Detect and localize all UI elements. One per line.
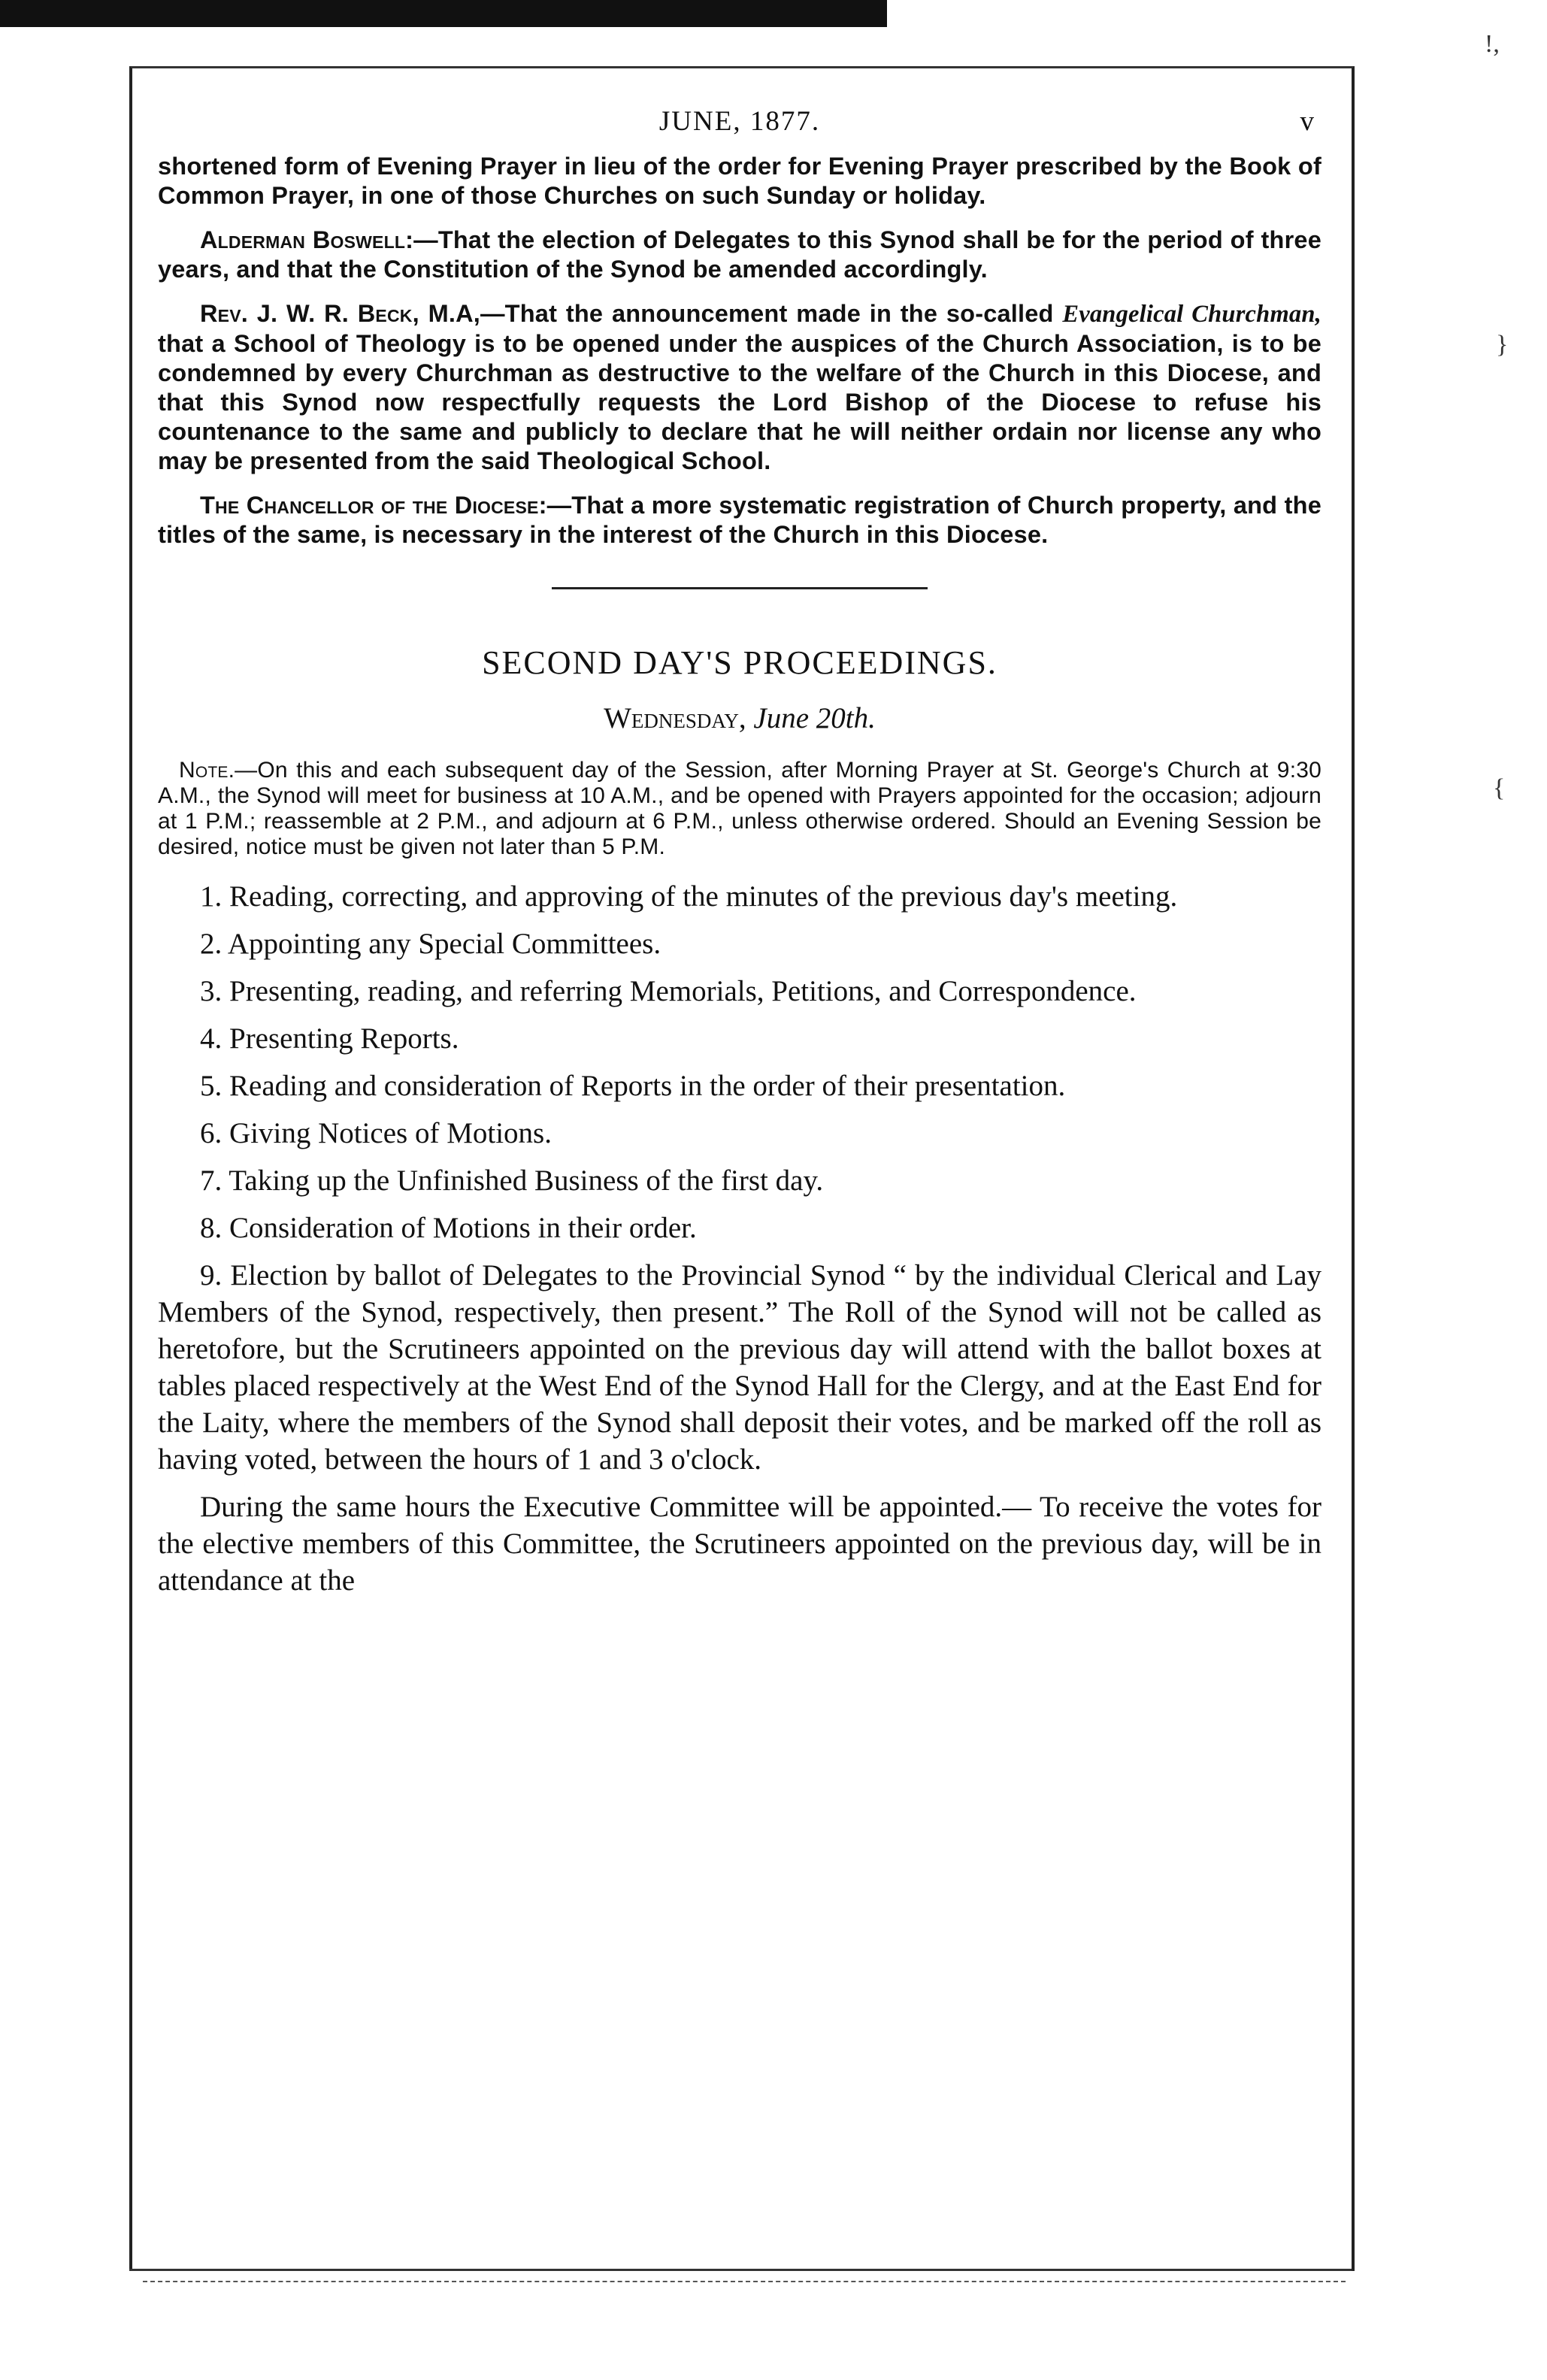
motion-text: :—That a more systematic registration of Church property, and the titles of the same, is necessary in the interest of the Church in this Diocese. [158,492,1321,548]
date-line [158,701,1321,735]
bottom-rule-dashed [143,2281,1346,2282]
agenda-item: 7. Taking up the Unfinished Business of the first day. [200,1164,824,1197]
motion-chancellor [158,491,1321,550]
note-label: Note. [179,758,235,783]
motion-speaker: Rev. J. W. R. Beck, M.A, [200,300,480,327]
section-heading: SECOND DAY'S PROCEEDINGS. [482,644,998,681]
scan-edge-bar [0,0,887,27]
publication-title: Evangelical Churchman, [1062,301,1321,328]
closing-paragraph: During the same hours the Executive Committee will be appointed.— To receive the votes for the elective members of this Committee, the Scrutineers appointed on the previous day, will be in attendance at the [158,1491,1321,1597]
agenda-item: 6. Giving Notices of Motions. [200,1117,552,1149]
motion-text: —That the announcement made in the so-called [480,300,1063,327]
motion-speaker: Alderman Boswell [200,226,406,253]
agenda-item: 2. Appointing any Special Committees. [200,928,661,960]
section-divider [552,587,928,589]
agenda-item: 4. Presenting Reports. [200,1022,459,1055]
margin-mark: { [1493,774,1506,802]
page-number: v [1300,106,1315,137]
bottom-rule [129,2269,1352,2271]
margin-mark: } [1496,331,1509,359]
motion-speaker: The Chancellor of the Diocese [200,492,539,519]
date: June 20th. [753,702,876,734]
motion-text-continued: that a School of Theology is to be opened under the auspices of the Church Association, is to be condemned by every Churchman as destructive to the welfare of the Church in this Diocese, and that this Synod now respectfully requests the Lord Bishop of the Diocese to refuse his countenance to the same and publicly to declare that he will neither ordain nor license any who may be presented from the said Theological School. [158,330,1321,474]
weekday: Wednesday, [604,702,746,734]
motion-continuation [158,152,1321,210]
page-title: JUNE, 1877. [658,106,821,137]
page-content [158,105,1321,1599]
note-paragraph [158,758,1321,860]
agenda-item: 1. Reading, correcting, and approving of the minutes of the previous day's meeting. [200,880,1178,913]
agenda-item: 3. Presenting, reading, and referring Memorials, Petitions, and Correspondence. [200,975,1137,1007]
agenda-item: 9. Election by ballot of Delegates to the Provincial Synod “ by the individual Clerical and Lay Members of the Synod, respectively, then present.” The Roll of the Synod will not be called as heretofore, but the Scrutineers appointed on the previous day will attend with the ballot boxes at tables placed respectively at the West End of the Synod Hall for the Clergy, and at the East End for the Laity, where the members of the Synod shall deposit their votes, and be marked off the roll as having voted, between the hours of 1 and 3 o'clock. [158,1259,1321,1476]
running-head [158,105,1321,152]
margin-mark: !, [1485,30,1500,58]
agenda-item: 8. Consideration of Motions in their order. [200,1212,697,1244]
motion-text: :—That the election of Delegates to this Synod shall be for the period of three years, and that the Constitution of the Synod be amended accordingly. [158,226,1321,283]
motion-beck [158,299,1321,476]
note-text: —On this and each subsequent day of the Session, after Morning Prayer at St. George's Church at 9:30 A.M., the Synod will meet for business at 10 A.M., and be opened with Prayers appointed for the occasion; adjourn at 1 P.M.; reassemble at 2 P.M., and adjourn at 6 P.M., unless otherwise ordered. Should an Evening Session be desired, notice must be given not later than 5 P.M. [158,758,1321,859]
motion-text: shortened form of Evening Prayer in lieu of the order for Evening Prayer prescribed by the Book of Common Prayer, in one of those Churches on such Sunday or holiday. [158,153,1321,209]
agenda-item: 5. Reading and consideration of Reports in the order of their presentation. [200,1070,1066,1102]
motion-boswell [158,226,1321,284]
